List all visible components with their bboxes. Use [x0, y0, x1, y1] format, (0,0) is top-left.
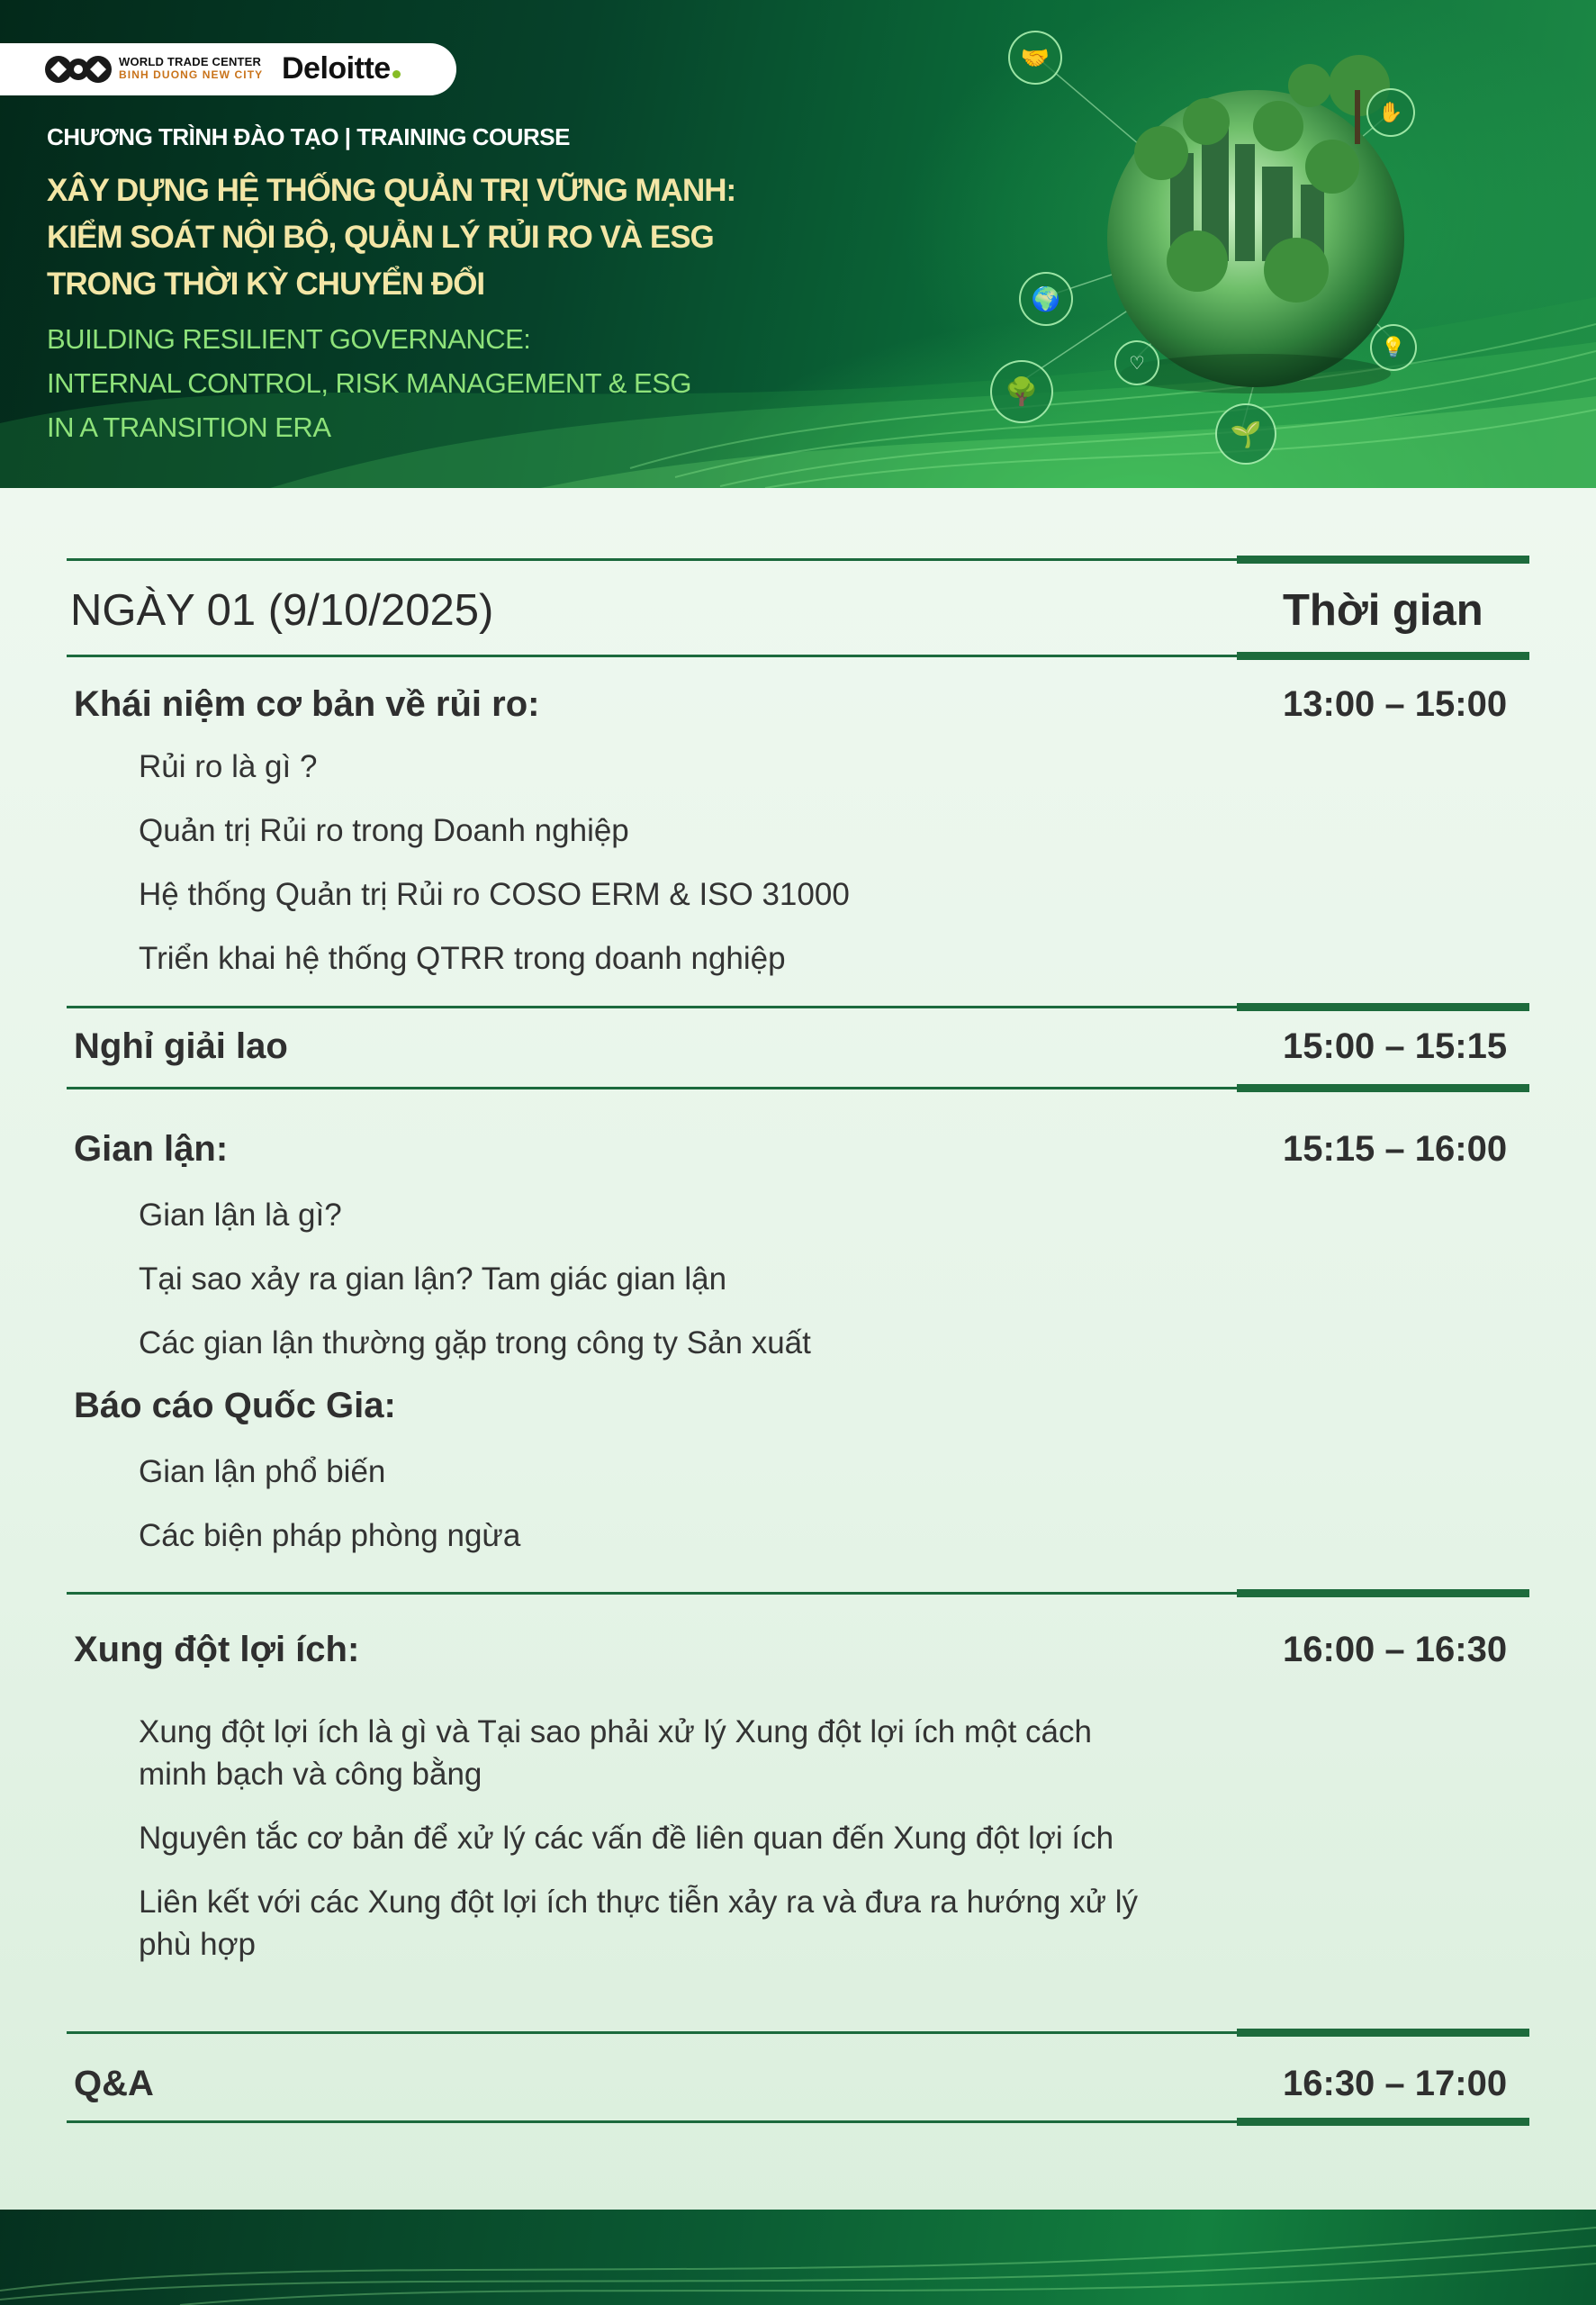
- agenda-item: Hệ thống Quản trị Rủi ro COSO ERM & ISO 31000: [139, 877, 850, 912]
- title-vi-line: KIỂM SOÁT NỘI BỘ, QUẢN LÝ RỦI RO VÀ ESG: [47, 220, 714, 255]
- agenda-item-continued: minh bạch và công bằng: [139, 1757, 482, 1792]
- logo-bar: [0, 43, 456, 95]
- section-title: Khái niệm cơ bản về rủi ro:: [74, 684, 540, 724]
- rule-top: [67, 558, 1237, 561]
- deloitte-dot-icon: [392, 70, 401, 78]
- title-en-line: BUILDING RESILIENT GOVERNANCE:: [47, 323, 531, 355]
- footer-wave-decoration: [0, 2210, 1596, 2305]
- rule-divider: [67, 1592, 1237, 1595]
- rule-bottom: [67, 2120, 1237, 2123]
- rule-divider-thick: [1237, 1084, 1529, 1092]
- wtc-logo-icon: [43, 54, 113, 85]
- title-vi-line: TRONG THỜI KỲ CHUYỂN ĐỔI: [47, 267, 485, 302]
- rule-bottom-thick: [1237, 2118, 1529, 2126]
- rule-divider-thick: [1237, 2029, 1529, 2037]
- rule-divider: [67, 1006, 1237, 1008]
- wtc-line2: BINH DUONG NEW CITY: [119, 68, 264, 81]
- rule-divider: [67, 1087, 1237, 1089]
- agenda-item: Rủi ro là gì ?: [139, 749, 318, 784]
- title-en-line: IN A TRANSITION ERA: [47, 411, 331, 443]
- title-vietnamese: [47, 167, 857, 308]
- course-kicker: CHƯƠNG TRÌNH ĐÀO TẠO | TRAINING COURSE: [47, 123, 570, 150]
- section-time: 13:00 – 15:00: [1283, 684, 1508, 724]
- rule-top-thick: [1237, 556, 1529, 564]
- section-time: 15:15 – 16:00: [1283, 1129, 1508, 1169]
- section-time: 15:00 – 15:15: [1283, 1026, 1508, 1066]
- deloitte-wordmark: Deloitte: [282, 51, 391, 86]
- globe-small-icon: 🌍: [1019, 272, 1073, 326]
- globe-icon: [999, 18, 1503, 468]
- agenda-item: Các biện pháp phòng ngừa: [139, 1518, 521, 1553]
- header-banner: [0, 0, 1596, 488]
- section-title: Báo cáo Quốc Gia:: [74, 1386, 396, 1425]
- heart-hand-icon: ♡: [1114, 340, 1159, 385]
- wtc-logo-text: [119, 56, 263, 81]
- leaf-hand-icon: 🌱: [1215, 403, 1276, 465]
- rule-header: [67, 655, 1237, 657]
- agenda-item: Gian lận phổ biến: [139, 1454, 386, 1489]
- footer-banner: [0, 2210, 1596, 2305]
- title-en-line: INTERNAL CONTROL, RISK MANAGEMENT & ESG: [47, 367, 692, 399]
- rule-divider: [67, 2031, 1237, 2034]
- globe-illustration: [999, 18, 1503, 468]
- title-vi-line: XÂY DỰNG HỆ THỐNG QUẢN TRỊ VỮNG MẠNH:: [47, 173, 736, 208]
- lightbulb-icon: 💡: [1370, 324, 1417, 371]
- agenda-item: Tại sao xảy ra gian lận? Tam giác gian lận: [139, 1261, 727, 1297]
- wtc-line1: WORLD TRADE CENTER: [119, 55, 262, 68]
- section-title: Q&A: [74, 2064, 154, 2103]
- time-column-header: Thời gian: [1283, 586, 1483, 635]
- section-time: 16:30 – 17:00: [1283, 2064, 1508, 2103]
- agenda-item: Nguyên tắc cơ bản để xử lý các vấn đề liên quan đến Xung đột lợi ích: [139, 1821, 1114, 1856]
- rule-header-thick: [1237, 652, 1529, 660]
- rule-divider-thick: [1237, 1003, 1529, 1011]
- day-title: NGÀY 01 (9/10/2025): [70, 586, 494, 635]
- agenda-item: Triển khai hệ thống QTRR trong doanh nghiệp: [139, 941, 786, 976]
- title-english: [47, 317, 857, 449]
- tree-icon: 🌳: [990, 360, 1053, 423]
- section-title: Gian lận:: [74, 1129, 229, 1169]
- section-time: 16:00 – 16:30: [1283, 1630, 1508, 1669]
- agenda-item: Các gian lận thường gặp trong công ty Sản xuất: [139, 1325, 811, 1360]
- agenda-item-continued: phù hợp: [139, 1927, 257, 1962]
- section-title: Xung đột lợi ích:: [74, 1630, 360, 1669]
- deloitte-logo: [282, 51, 401, 86]
- rule-divider-thick: [1237, 1589, 1529, 1597]
- agenda-item: Quản trị Rủi ro trong Doanh nghiệp: [139, 813, 629, 848]
- hand-coin-icon: ✋: [1366, 88, 1415, 137]
- agenda-item: Gian lận là gì?: [139, 1198, 342, 1233]
- agenda-item: Liên kết với các Xung đột lợi ích thực tiễn xảy ra và đưa ra hướng xử lý: [139, 1885, 1139, 1920]
- handshake-icon: 🤝: [1008, 31, 1062, 85]
- agenda-item: Xung đột lợi ích là gì và Tại sao phải xử lý Xung đột lợi ích một cách: [139, 1714, 1092, 1749]
- section-title: Nghỉ giải lao: [74, 1026, 288, 1066]
